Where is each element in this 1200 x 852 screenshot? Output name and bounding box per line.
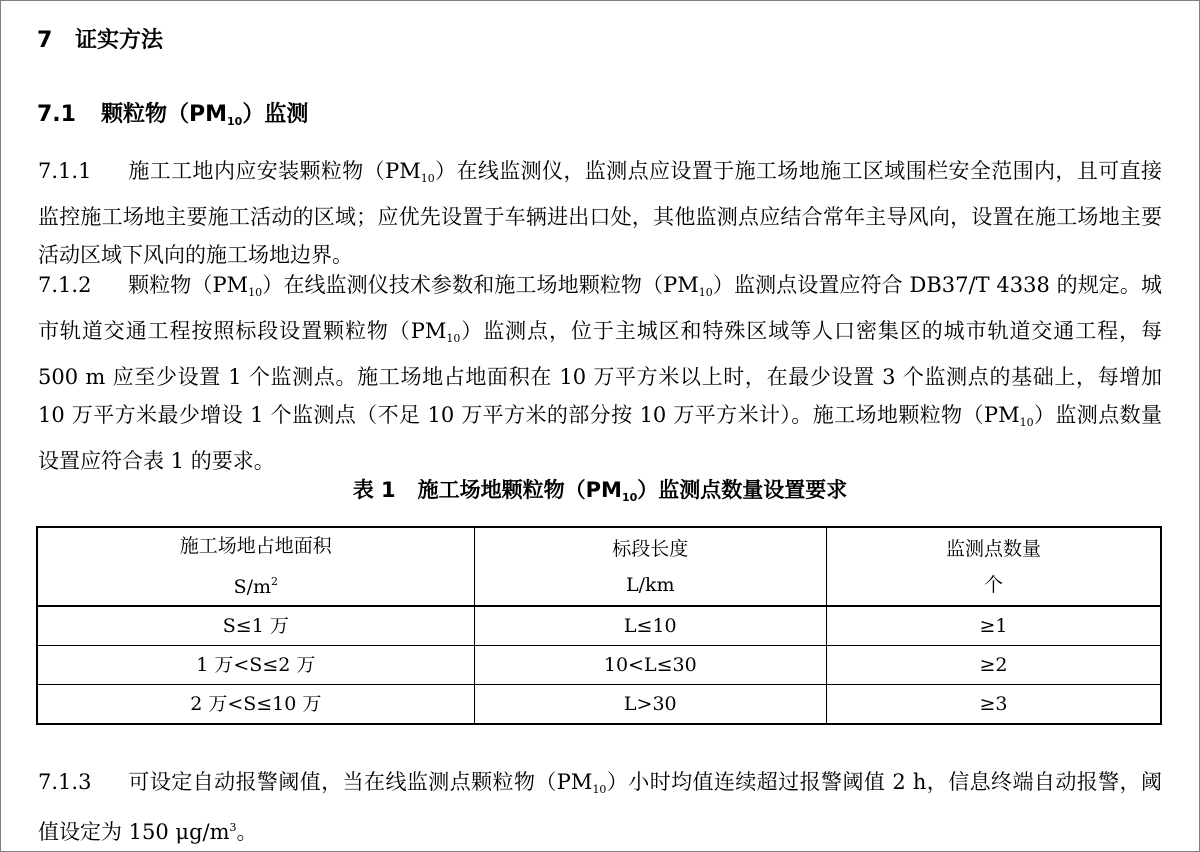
pm-subscript: 10 (420, 172, 435, 185)
header-point-count (826, 527, 1161, 606)
clause-text: ）小时均值连续超过报警阈值 2 h，信息终端自动报警，阈值设定为 150 μg/m (38, 770, 1162, 844)
clause-text: 颗粒物（PM (128, 273, 249, 297)
table-number: 表 1 (352, 478, 396, 502)
pm-subscript: 10 (621, 491, 638, 504)
header-unit: 个 (983, 573, 1003, 596)
subsection-title-post: ）监测 (242, 102, 309, 127)
header-site-area (37, 527, 474, 606)
header-section-length (474, 527, 826, 606)
clause-text: 可设定自动报警阈值，当在线监测点颗粒物（PM (128, 770, 593, 794)
cell-area: S≤1 万 (37, 606, 474, 646)
header-unit: L/km (626, 573, 675, 596)
clause-number: 7.1.2 (38, 273, 92, 297)
pm-subscript: 10 (248, 286, 263, 299)
table-row (37, 685, 1161, 725)
clause-text: ）在线监测仪，监测点应设置于施工场地施工区域围栏安全范围内，且可直接监控施工场地主要施工活动的区域；应优先设置于车辆进出口处，其他监测点应结合常年主导风向，设置在施工场地主要活动区域下风向的施工场地边界。 (38, 159, 1162, 267)
subsection-title-subscript: 10 (227, 115, 243, 128)
subsection-heading (37, 101, 308, 136)
table-title-pre: 施工场地颗粒物（PM (417, 478, 622, 502)
cell-length: 10<L≤30 (474, 646, 826, 685)
subsection-number: 7.1 (37, 102, 76, 127)
clause-text: ）监测点设置应符合 DB37/T 4338 的规定。城市轨道交通工程按照标段设置颗粒物（PM (38, 273, 1162, 343)
cell-area: 2 万<S≤10 万 (37, 685, 474, 725)
header-unit (38, 564, 474, 605)
header-label: 标段长度 (612, 537, 689, 560)
table-caption (0, 475, 1200, 513)
section-heading (37, 27, 163, 55)
pm-subscript: 10 (446, 332, 461, 345)
cell-count: ≥2 (826, 646, 1161, 685)
cell-count: ≥3 (826, 685, 1161, 725)
table-row (37, 646, 1161, 685)
clause-text: 施工工地内应安装颗粒物（PM (128, 159, 421, 183)
clause-text: ）监测点，位于主城区和特殊区域等人口密集区的城市轨道交通工程，每 500 m 应至少设置 1 个监测点。施工场地占地面积在 10 万平方米以上时，在最少设置 3 个监测点的基础上，每增加 10 万平方米最少增设 1 个监测点（不足 10 万平方米的部分按 10 万平方米计）。施工场地颗粒物（PM (38, 319, 1162, 427)
pm-subscript: 10 (698, 286, 713, 299)
unit-base: S/m (233, 576, 272, 598)
cell-length: L>30 (474, 685, 826, 725)
cell-length: L≤10 (474, 606, 826, 646)
table-row (37, 606, 1161, 646)
table-title-post: ）监测点数量设置要求 (637, 478, 848, 502)
clause-number: 7.1.3 (38, 770, 92, 794)
clause-7-1-2 (38, 266, 1162, 480)
unit-superscript: 2 (271, 575, 279, 588)
clause-7-1-3 (38, 763, 1162, 851)
subsection-title-pre: 颗粒物（PM (101, 102, 228, 127)
section-number: 7 (37, 28, 53, 53)
pm-subscript: 10 (592, 783, 607, 796)
cell-area: 1 万<S≤2 万 (37, 646, 474, 685)
header-label: 监测点数量 (945, 537, 1041, 560)
clause-7-1-1 (38, 152, 1162, 274)
monitoring-points-table (36, 526, 1162, 725)
table-header-row (37, 527, 1161, 606)
clause-text: ）监测点数量设置应符合表 1 的要求。 (38, 403, 1163, 473)
header-label: 施工场地占地面积 (179, 535, 332, 557)
clause-text: 。 (236, 820, 258, 844)
clause-number: 7.1.1 (38, 159, 92, 183)
section-title: 证实方法 (75, 28, 164, 53)
cell-count: ≥1 (826, 606, 1161, 646)
pm-subscript: 10 (1019, 416, 1034, 429)
clause-text: ）在线监测仪技术参数和施工场地颗粒物（PM (262, 273, 699, 297)
unit-superscript: 3 (229, 821, 237, 834)
